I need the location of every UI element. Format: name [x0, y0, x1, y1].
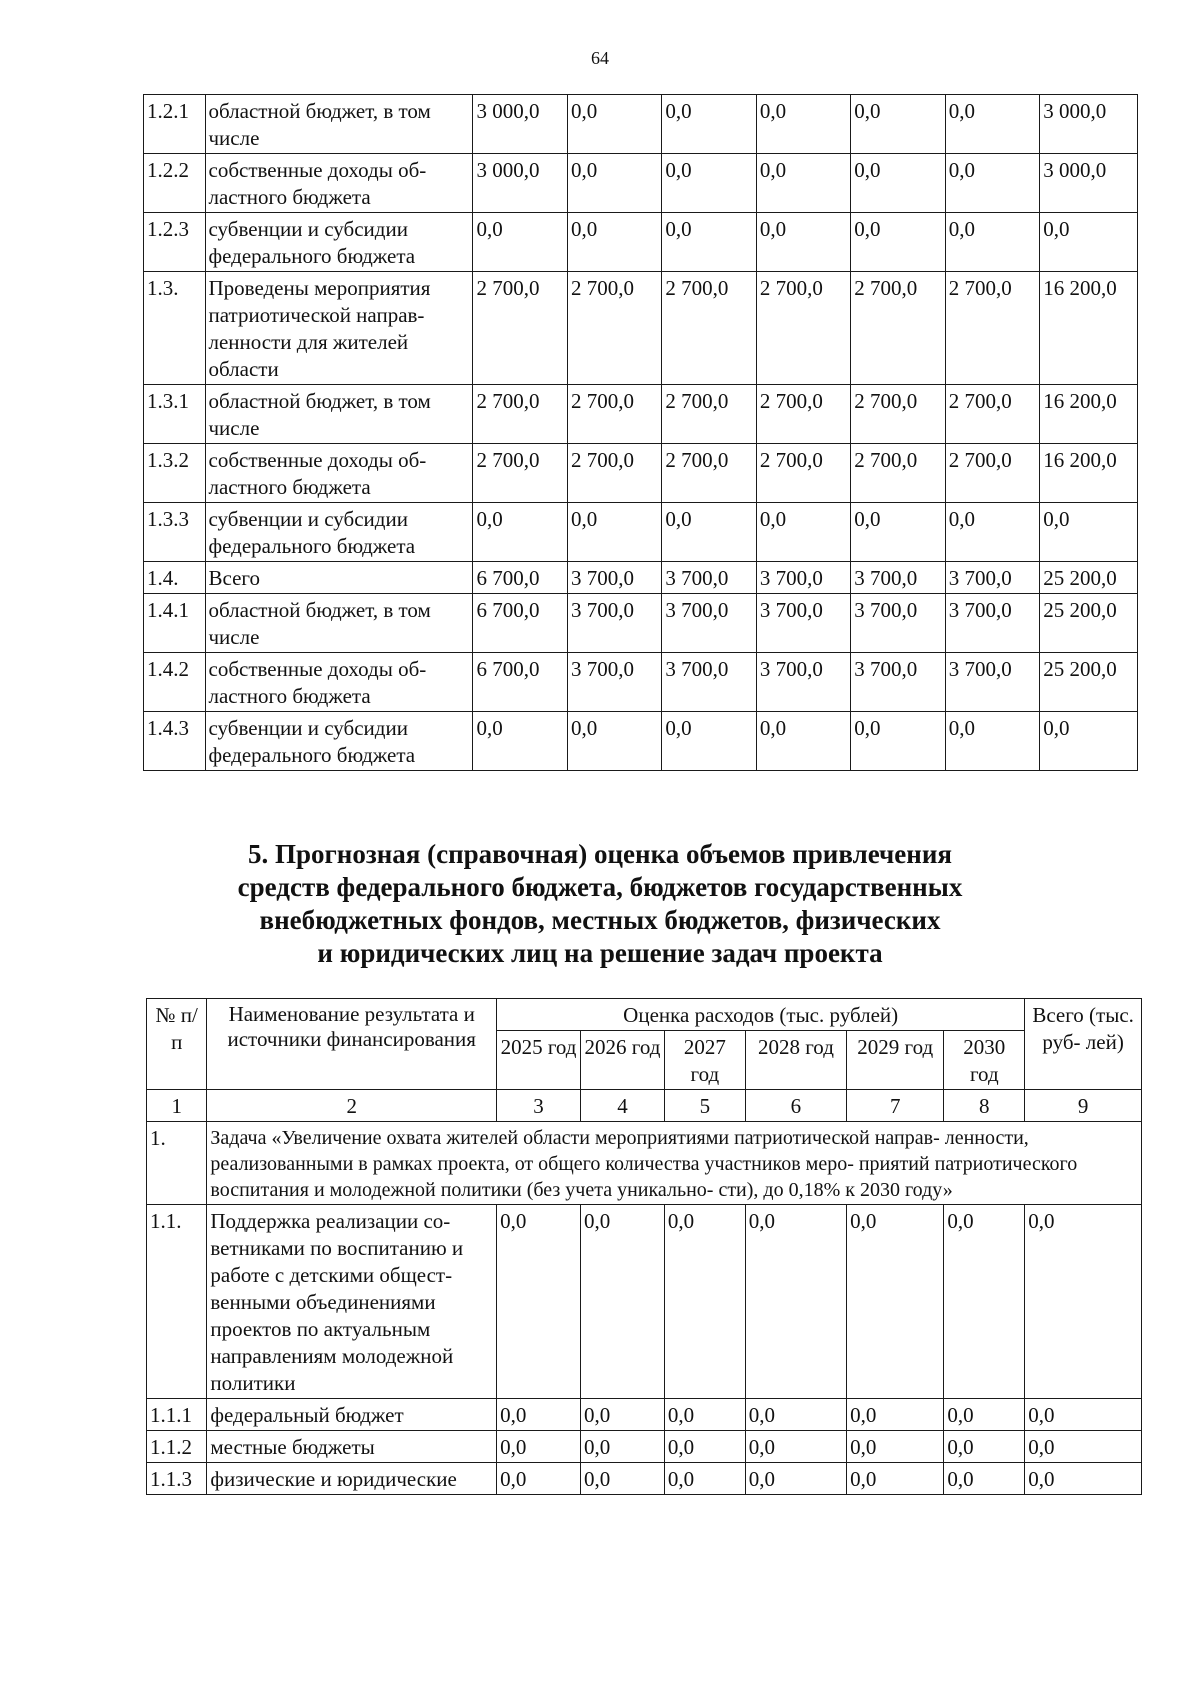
row-value: 2 700,0: [567, 385, 661, 444]
row-name: федеральный бюджет: [207, 1399, 497, 1431]
page-number: 64: [591, 48, 609, 68]
row-name: местные бюджеты: [207, 1431, 497, 1463]
row-value: 0,0: [847, 1463, 944, 1495]
row-value: 0,0: [745, 1399, 846, 1431]
row-value: 0,0: [497, 1431, 581, 1463]
row-number: 1.2.3: [144, 213, 206, 272]
row-value: 16 200,0: [1040, 444, 1138, 503]
row-value: 25 200,0: [1040, 653, 1138, 712]
row-value: 0,0: [567, 95, 661, 154]
budget-table-continued: [143, 94, 1138, 771]
row-value: 6 700,0: [473, 562, 567, 594]
row-value: 0,0: [944, 1205, 1025, 1399]
row-value: 2 700,0: [567, 444, 661, 503]
header-total: Всего (тыс. руб- лей): [1025, 999, 1142, 1090]
column-number: 2: [207, 1090, 497, 1122]
row-number: 1.4.2: [144, 653, 206, 712]
table-row: [147, 1399, 1142, 1431]
row-value: 0,0: [944, 1399, 1025, 1431]
row-value: 2 700,0: [473, 272, 567, 385]
header-year: 2026 год: [580, 1031, 664, 1090]
row-number: 1.1.2: [147, 1431, 207, 1463]
row-value: 0,0: [567, 503, 661, 562]
row-value: 3 700,0: [567, 594, 661, 653]
header-year: 2029 год: [847, 1031, 944, 1090]
row-value: 2 700,0: [756, 385, 850, 444]
row-name: субвенции и субсидии федерального бюджета: [205, 213, 473, 272]
row-value: 2 700,0: [567, 272, 661, 385]
row-value: 0,0: [662, 503, 756, 562]
row-name: субвенции и субсидии федерального бюджета: [205, 712, 473, 771]
table-row: [144, 272, 1138, 385]
row-name: Проведены мероприятия патриотической направ- ленности для жителей области: [205, 272, 473, 385]
row-value: 2 700,0: [945, 444, 1039, 503]
row-number: 1.1.: [147, 1205, 207, 1399]
row-value: 0,0: [497, 1463, 581, 1495]
table-row: [147, 1205, 1142, 1399]
row-value: 0,0: [662, 154, 756, 213]
row-value: 0,0: [662, 712, 756, 771]
table-row: [147, 1463, 1142, 1495]
row-value: 0,0: [847, 1431, 944, 1463]
row-name: собственные доходы об- ластного бюджета: [205, 154, 473, 213]
row-value: 0,0: [745, 1463, 846, 1495]
table-row: [144, 385, 1138, 444]
column-number: 5: [664, 1090, 745, 1122]
row-value: 2 700,0: [662, 272, 756, 385]
row-number: 1.2.2: [144, 154, 206, 213]
row-number: 1.3.3: [144, 503, 206, 562]
row-value: 0,0: [945, 154, 1039, 213]
row-value: 0,0: [1025, 1463, 1142, 1495]
row-value: 0,0: [473, 213, 567, 272]
table-row: [144, 594, 1138, 653]
row-value: 0,0: [1025, 1205, 1142, 1399]
row-value: 2 700,0: [473, 385, 567, 444]
row-value: 16 200,0: [1040, 272, 1138, 385]
row-value: 0,0: [662, 95, 756, 154]
row-value: 2 700,0: [851, 444, 945, 503]
row-value: 0,0: [851, 213, 945, 272]
row-value: 3 700,0: [567, 653, 661, 712]
row-value: 3 700,0: [756, 562, 850, 594]
row-value: 0,0: [567, 712, 661, 771]
column-number-row: [147, 1090, 1142, 1122]
row-value: 25 200,0: [1040, 562, 1138, 594]
row-name: физические и юридические: [207, 1463, 497, 1495]
table-row: [144, 562, 1138, 594]
task-text: Задача «Увеличение охвата жителей области мероприятиями патриотической направ- ленности, реализованными в рамках проекта, от общего количества участников меро- приятий патриотического воспитания и молодежной политики (без учета уникально- сти), до 0,18% к 2030 году»: [207, 1122, 1142, 1205]
row-value: 3 000,0: [473, 154, 567, 213]
row-value: 0,0: [664, 1431, 745, 1463]
row-value: 0,0: [945, 95, 1039, 154]
row-value: 16 200,0: [1040, 385, 1138, 444]
row-value: 2 700,0: [662, 385, 756, 444]
header-year: 2027 год: [664, 1031, 745, 1090]
row-value: 0,0: [756, 213, 850, 272]
column-number: 6: [745, 1090, 846, 1122]
row-value: 0,0: [580, 1399, 664, 1431]
row-value: 0,0: [580, 1431, 664, 1463]
row-value: 0,0: [473, 503, 567, 562]
row-value: 3 700,0: [662, 562, 756, 594]
row-value: 0,0: [851, 503, 945, 562]
column-number: 7: [847, 1090, 944, 1122]
row-value: 3 700,0: [945, 594, 1039, 653]
row-value: 2 700,0: [756, 444, 850, 503]
row-value: 0,0: [1025, 1399, 1142, 1431]
row-number: 1.1.1: [147, 1399, 207, 1431]
row-value: 0,0: [473, 712, 567, 771]
row-value: 2 700,0: [945, 385, 1039, 444]
row-value: 0,0: [847, 1205, 944, 1399]
row-value: 0,0: [567, 154, 661, 213]
row-value: 2 700,0: [662, 444, 756, 503]
section-heading-line: внебюджетных фондов, местных бюджетов, физических: [259, 905, 941, 935]
row-value: 0,0: [756, 712, 850, 771]
row-value: 0,0: [1040, 712, 1138, 771]
table-row: [144, 712, 1138, 771]
row-value: 3 000,0: [1040, 154, 1138, 213]
row-value: 3 700,0: [662, 653, 756, 712]
row-value: 2 700,0: [756, 272, 850, 385]
column-number: 8: [944, 1090, 1025, 1122]
row-value: 3 700,0: [662, 594, 756, 653]
row-value: 0,0: [664, 1205, 745, 1399]
column-number: 4: [580, 1090, 664, 1122]
row-value: 3 700,0: [851, 653, 945, 712]
row-value: 3 000,0: [1040, 95, 1138, 154]
row-value: 0,0: [851, 712, 945, 771]
row-number: 1.4.1: [144, 594, 206, 653]
row-value: 2 700,0: [851, 272, 945, 385]
row-value: 0,0: [497, 1399, 581, 1431]
row-value: 3 700,0: [851, 562, 945, 594]
row-value: 2 700,0: [473, 444, 567, 503]
table-row: [144, 503, 1138, 562]
header-name: Наименование результата и источники финансирования: [207, 999, 497, 1090]
row-value: 2 700,0: [945, 272, 1039, 385]
task-row: [147, 1122, 1142, 1205]
row-name: областной бюджет, в том числе: [205, 95, 473, 154]
section-heading-line: средств федерального бюджета, бюджетов государственных: [237, 872, 963, 902]
row-value: 0,0: [847, 1399, 944, 1431]
row-value: 0,0: [580, 1205, 664, 1399]
column-number: 9: [1025, 1090, 1142, 1122]
section-heading-line: 5. Прогнозная (справочная) оценка объемов привлечения: [248, 839, 952, 869]
row-number: 1.4.: [144, 562, 206, 594]
row-value: 0,0: [1040, 503, 1138, 562]
row-value: 2 700,0: [851, 385, 945, 444]
row-value: 0,0: [1040, 213, 1138, 272]
row-value: 0,0: [945, 503, 1039, 562]
row-value: 0,0: [664, 1399, 745, 1431]
row-value: 0,0: [756, 503, 850, 562]
row-name: Поддержка реализации со- ветниками по воспитанию и работе с детскими общест- венными объединениями проектов по актуальным направлениям молодежной политики: [207, 1205, 497, 1399]
row-value: 0,0: [756, 154, 850, 213]
forecast-table-body: [147, 999, 1142, 1495]
table-row: [144, 653, 1138, 712]
row-value: 0,0: [851, 95, 945, 154]
row-value: 0,0: [944, 1463, 1025, 1495]
row-name: областной бюджет, в том числе: [205, 385, 473, 444]
section-heading-line: и юридических лиц на решение задач проекта: [317, 938, 883, 968]
header-year: 2028 год: [745, 1031, 846, 1090]
row-number: 1.3.: [144, 272, 206, 385]
row-value: 3 000,0: [473, 95, 567, 154]
row-name: собственные доходы об- ластного бюджета: [205, 653, 473, 712]
row-value: 0,0: [664, 1463, 745, 1495]
table-row: [147, 1431, 1142, 1463]
row-number: 1.3.1: [144, 385, 206, 444]
column-number: 1: [147, 1090, 207, 1122]
table-row: [144, 444, 1138, 503]
column-number: 3: [497, 1090, 581, 1122]
row-number: 1.2.1: [144, 95, 206, 154]
row-value: 3 700,0: [567, 562, 661, 594]
row-value: 3 700,0: [756, 653, 850, 712]
header-num: № п/п: [147, 999, 207, 1090]
row-number: 1.3.2: [144, 444, 206, 503]
row-value: 0,0: [1025, 1431, 1142, 1463]
row-name: субвенции и субсидии федерального бюджета: [205, 503, 473, 562]
row-value: 0,0: [580, 1463, 664, 1495]
row-number: 1.4.3: [144, 712, 206, 771]
forecast-table: [146, 998, 1142, 1495]
row-value: 0,0: [944, 1431, 1025, 1463]
row-name: собственные доходы об- ластного бюджета: [205, 444, 473, 503]
row-value: 3 700,0: [945, 653, 1039, 712]
row-value: 3 700,0: [851, 594, 945, 653]
row-value: 0,0: [662, 213, 756, 272]
row-value: 6 700,0: [473, 594, 567, 653]
row-name: Всего: [205, 562, 473, 594]
table-header-row: [147, 999, 1142, 1031]
row-value: 0,0: [756, 95, 850, 154]
section-heading: [0, 838, 1200, 970]
row-value: 3 700,0: [945, 562, 1039, 594]
row-value: 0,0: [945, 712, 1039, 771]
row-value: 0,0: [745, 1431, 846, 1463]
row-value: 0,0: [851, 154, 945, 213]
row-value: 25 200,0: [1040, 594, 1138, 653]
row-value: 0,0: [945, 213, 1039, 272]
row-name: областной бюджет, в том числе: [205, 594, 473, 653]
table-row: [144, 213, 1138, 272]
table-row: [144, 95, 1138, 154]
row-value: 0,0: [497, 1205, 581, 1399]
header-year: 2030 год: [944, 1031, 1025, 1090]
table-row: [144, 154, 1138, 213]
header-year: 2025 год: [497, 1031, 581, 1090]
header-estimate: Оценка расходов (тыс. рублей): [497, 999, 1025, 1031]
row-value: 0,0: [567, 213, 661, 272]
row-value: 6 700,0: [473, 653, 567, 712]
row-number: 1.1.3: [147, 1463, 207, 1495]
budget-table-body: [144, 95, 1138, 771]
task-num: 1.: [147, 1122, 207, 1205]
row-value: 0,0: [745, 1205, 846, 1399]
row-value: 3 700,0: [756, 594, 850, 653]
